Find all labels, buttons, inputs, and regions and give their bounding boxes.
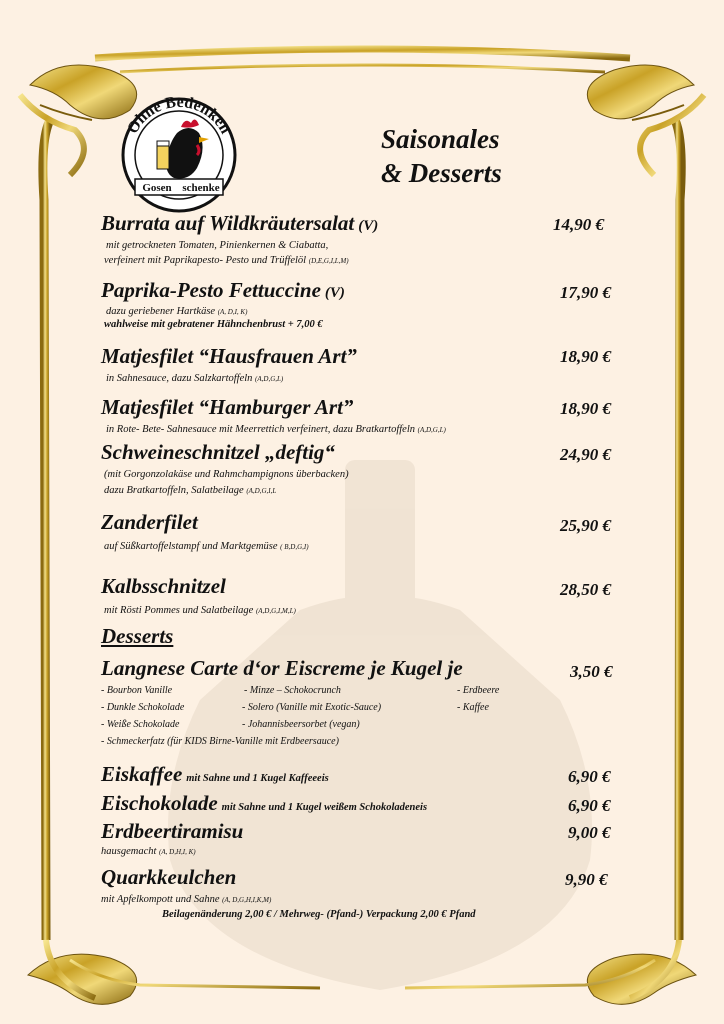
menu-item-eischokolade [101,791,427,816]
dish-name: Eischokolade [101,791,218,815]
dish-price: 28,50 € [560,580,611,599]
dish-description: mit getrockneten Tomaten, Pinienkernen & Ciabatta, [106,240,329,251]
top-right-ornament [587,65,704,175]
dish-name: Paprika-Pesto Fettuccine [101,278,321,302]
allergen-codes: (A,D,G,I,L [246,487,277,495]
dish-description-text: dazu geriebener Hartkäse [106,306,216,317]
dish-option-note: wahlweise mit gebratener Hähnchenbrust + 7,00 € [104,319,323,330]
allergen-codes: (A, D,I, K) [217,308,248,316]
dish-description [101,845,196,859]
footer-note: Beilagenänderung 2,00 € / Mehrweg- (Pfand-) Verpackung 2,00 € Pfand [162,909,476,920]
dish-name: Matjesfilet “Hausfrauen Art” [101,344,357,368]
allergen-codes: (A, D,G,H,I,K,M) [222,896,272,904]
dish-name: Matjesfilet “Hamburger Art” [101,395,354,419]
dish-description [101,893,271,907]
dish-name: Erdbeertiramisu [101,819,244,843]
dish-description-text: auf Süßkartoffelstampf und Marktgemüse [104,541,278,552]
dish-price: 14,90 € [553,215,604,234]
allergen-codes: (D,E,G,I,L,M) [308,257,349,265]
dish-extra: mit Sahne und 1 Kugel weißem Schokoladeneis [221,802,428,813]
dish-description-text: mit Apfelkompott und Sahne [101,894,220,905]
dish-description-text: verfeinert mit Paprikapesto- Pesto und Trüffelöl [104,255,307,266]
allergen-codes: (A,D,G,I,M,L) [255,607,296,615]
menu-item-fettuccine [101,278,345,303]
svg-text:Gosen: Gosen [142,182,172,194]
dish-description-text: hausgemacht [101,846,157,857]
allergen-codes: (A, D,H,I, K) [159,848,196,856]
vegetarian-tag: (V) [324,285,345,301]
dish-price: 6,90 € [568,767,611,786]
ice-flavor: - Minze – Schokocrunch [244,685,341,696]
allergen-codes: (A,D,G,L) [255,375,284,383]
dish-description-text: dazu Bratkartoffeln, Salatbeilage [104,485,244,496]
vegetarian-tag: (V) [358,218,379,234]
dish-price: 3,50 € [570,662,613,681]
svg-text:Ohne Bedenken: Ohne Bedenken [124,93,234,137]
dish-price: 24,90 € [560,445,611,464]
dish-price: 18,90 € [560,399,611,418]
allergen-codes: ( B,D,G,I) [280,543,309,551]
dish-description [106,372,283,386]
dish-name: Quarkkeulchen [101,865,237,889]
ice-flavor: - Solero (Vanille mit Exotic-Sauce) [242,702,382,713]
ice-flavor: - Erdbeere [457,685,500,696]
dish-name: Burrata auf Wildkräutersalat [101,211,355,235]
menu-item-burrata [101,211,378,236]
dish-description [104,604,296,618]
ice-flavor: - Johannisbeersorbet (vegan) [242,719,360,730]
ice-flavor: - Schmeckerfatz (für KIDS Birne-Vanille mit Erdbeersauce) [101,736,339,747]
dish-price: 25,90 € [560,516,611,535]
dish-price: 9,90 € [565,870,608,889]
allergen-codes: (A,D,G,L) [417,426,446,434]
section-heading-desserts: Desserts [101,624,174,648]
dish-description [106,423,446,437]
ice-flavor: - Kaffee [457,702,489,713]
dish-name: Zanderfilet [101,510,198,534]
menu-item-eiskaffee [101,762,329,787]
dish-description [104,540,309,554]
ice-flavor: - Dunkle Schokolade [101,702,185,713]
dish-description [106,305,247,319]
dish-description-text: in Sahnesauce, dazu Salzkartoffeln [106,373,253,384]
dish-description [104,254,349,268]
dish-price: 6,90 € [568,796,611,815]
dish-name: Eiskaffee [101,762,183,786]
ice-flavor: - Weiße Schokolade [101,719,180,730]
dish-name: Kalbsschnitzel [101,574,226,598]
dish-name: Schweineschnitzel „deftig“ [101,440,335,464]
dish-price: 18,90 € [560,347,611,366]
svg-text:schenke: schenke [182,182,220,194]
rooster-logo-icon [119,93,239,213]
dish-price: 17,90 € [560,283,611,302]
restaurant-logo [119,93,239,213]
dish-description: (mit Gorgonzolakäse und Rahmchampignons überbacken) [104,469,349,480]
dish-description-text: in Rote- Bete- Sahnesauce mit Meerrettich verfeinert, dazu Bratkartoffeln [106,424,415,435]
dish-description [104,484,276,498]
dish-description-text: mit Rösti Pommes und Salatbeilage [104,605,254,616]
page-title-line2: & Desserts [381,158,502,188]
dish-price: 9,00 € [568,823,611,842]
page-title-line1: Saisonales [381,124,500,154]
dish-extra: mit Sahne und 1 Kugel Kaffeeeis [186,773,329,784]
ice-flavor: - Bourbon Vanille [101,685,173,696]
dish-name: Langnese Carte d‘or Eiscreme je Kugel je [101,656,463,680]
